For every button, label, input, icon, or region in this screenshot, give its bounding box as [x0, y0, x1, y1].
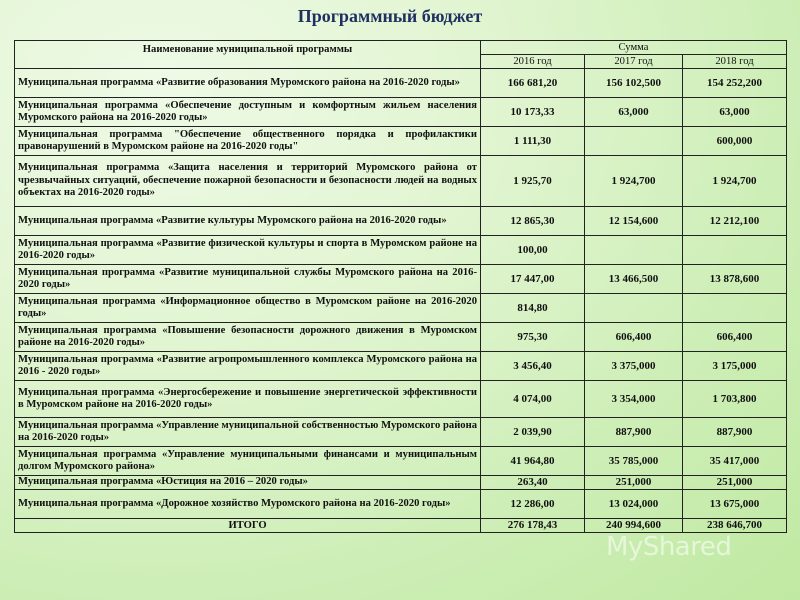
table-row: [15, 352, 787, 381]
table-row: [15, 323, 787, 352]
program-name: Муниципальная программа «Информационное общество в Муромском районе на 2016-2020 годы»: [15, 294, 481, 323]
value-2018: 3 175,000: [683, 352, 787, 381]
table-row: [15, 447, 787, 476]
value-2016: 100,00: [481, 236, 585, 265]
table-row: [15, 98, 787, 127]
value-2018: 251,000: [683, 476, 787, 490]
page-title: Программный бюджет: [297, 6, 483, 26]
table-row: [15, 294, 787, 323]
value-2016: 2 039,90: [481, 418, 585, 447]
header-year-2017: 2017 год: [585, 55, 683, 69]
watermark-logo: MyShared: [606, 532, 732, 562]
value-2018: 1 703,800: [683, 381, 787, 418]
program-name: Муниципальная программа «Энергосбережение и повышение энергетической эффективности в Муромском районе на 2016-2020 годы»: [15, 381, 481, 418]
value-2018: 13 675,000: [683, 490, 787, 519]
budget-table: [14, 40, 787, 533]
value-2018: 35 417,000: [683, 447, 787, 476]
value-2017: 606,400: [585, 323, 683, 352]
table-row: [15, 418, 787, 447]
value-2017: 156 102,500: [585, 69, 683, 98]
value-2017: 63,000: [585, 98, 683, 127]
value-2016: 41 964,80: [481, 447, 585, 476]
value-2016: 3 456,40: [481, 352, 585, 381]
table-row: [15, 127, 787, 156]
value-2016: 12 286,00: [481, 490, 585, 519]
header-sum: Сумма: [481, 41, 787, 55]
value-2018: 13 878,600: [683, 265, 787, 294]
value-2016: 10 173,33: [481, 98, 585, 127]
program-name: Муниципальная программа «Юстиция на 2016 – 2020 годы»: [15, 476, 481, 490]
value-2017: 12 154,600: [585, 207, 683, 236]
program-name: Муниципальная программа «Развитие муниципальной службы Муромского района на 2016-2020 годы»: [15, 265, 481, 294]
header-program-name: Наименование муниципальной программы: [15, 41, 481, 69]
table-row: [15, 381, 787, 418]
value-2017: [585, 236, 683, 265]
value-2017: 887,900: [585, 418, 683, 447]
value-2018: 154 252,200: [683, 69, 787, 98]
value-2016: 1 111,30: [481, 127, 585, 156]
value-2016: 17 447,00: [481, 265, 585, 294]
program-name: Муниципальная программа «Управление муниципальной собственностью Муромского района на 2016-2020 годы»: [15, 418, 481, 447]
program-name: Муниципальная программа «Развитие физической культуры и спорта в Муромском районе на 2016-2020 годы»: [15, 236, 481, 265]
program-name: Муниципальная программа «Защита населения и территорий Муромского района от чрезвычайных ситуаций, обеспечение пожарной безопасности и безопасности людей на водных объектах на 2016-2020 годы»: [15, 156, 481, 207]
value-2018: [683, 236, 787, 265]
total-label: ИТОГО: [15, 519, 481, 533]
value-2017: 3 375,000: [585, 352, 683, 381]
table-row: [15, 69, 787, 98]
value-2018: [683, 294, 787, 323]
program-name: Муниципальная программа «Развитие агропромышленного комплекса Муромского района на 2016 - 2020 годы»: [15, 352, 481, 381]
value-2018: 12 212,100: [683, 207, 787, 236]
value-2018: 1 924,700: [683, 156, 787, 207]
value-2017: 3 354,000: [585, 381, 683, 418]
total-2016: 276 178,43: [481, 519, 585, 533]
table-row: [15, 207, 787, 236]
value-2017: 251,000: [585, 476, 683, 490]
value-2017: [585, 127, 683, 156]
value-2017: [585, 294, 683, 323]
total-2017: 240 994,600: [585, 519, 683, 533]
value-2017: 13 024,000: [585, 490, 683, 519]
value-2016: 4 074,00: [481, 381, 585, 418]
value-2017: 13 466,500: [585, 265, 683, 294]
value-2016: 263,40: [481, 476, 585, 490]
program-name: Муниципальная программа «Развитие культуры Муромского района на 2016-2020 годы»: [15, 207, 481, 236]
value-2018: 63,000: [683, 98, 787, 127]
table-row: [15, 236, 787, 265]
program-name: Муниципальная программа "Обеспечение общественного порядка и профилактики правонарушений в Муромском районе на 2016-2020 годы": [15, 127, 481, 156]
value-2016: 975,30: [481, 323, 585, 352]
value-2016: 814,80: [481, 294, 585, 323]
program-name: Муниципальная программа «Дорожное хозяйство Муромского района на 2016-2020 годы»: [15, 490, 481, 519]
value-2016: 12 865,30: [481, 207, 585, 236]
table-row: [15, 156, 787, 207]
table-row: [15, 490, 787, 519]
header-year-2018: 2018 год: [683, 55, 787, 69]
table-row: [15, 476, 787, 490]
table-row: [15, 265, 787, 294]
value-2018: 606,400: [683, 323, 787, 352]
total-2018: 238 646,700: [683, 519, 787, 533]
program-name: Муниципальная программа «Повышение безопасности дорожного движения в Муромском районе на 2016-2020 годы»: [15, 323, 481, 352]
value-2016: 1 925,70: [481, 156, 585, 207]
program-name: Муниципальная программа «Обеспечение доступным и комфортным жильем населения Муромского района на 2016-2020 годы»: [15, 98, 481, 127]
value-2018: 887,900: [683, 418, 787, 447]
program-name: Муниципальная программа «Управление муниципальными финансами и муниципальным долгом Муромского района»: [15, 447, 481, 476]
header-year-2016: 2016 год: [481, 55, 585, 69]
value-2018: 600,000: [683, 127, 787, 156]
program-name: Муниципальная программа «Развитие образования Муромского района на 2016-2020 годы»: [15, 69, 481, 98]
value-2016: 166 681,20: [481, 69, 585, 98]
value-2017: 35 785,000: [585, 447, 683, 476]
value-2017: 1 924,700: [585, 156, 683, 207]
